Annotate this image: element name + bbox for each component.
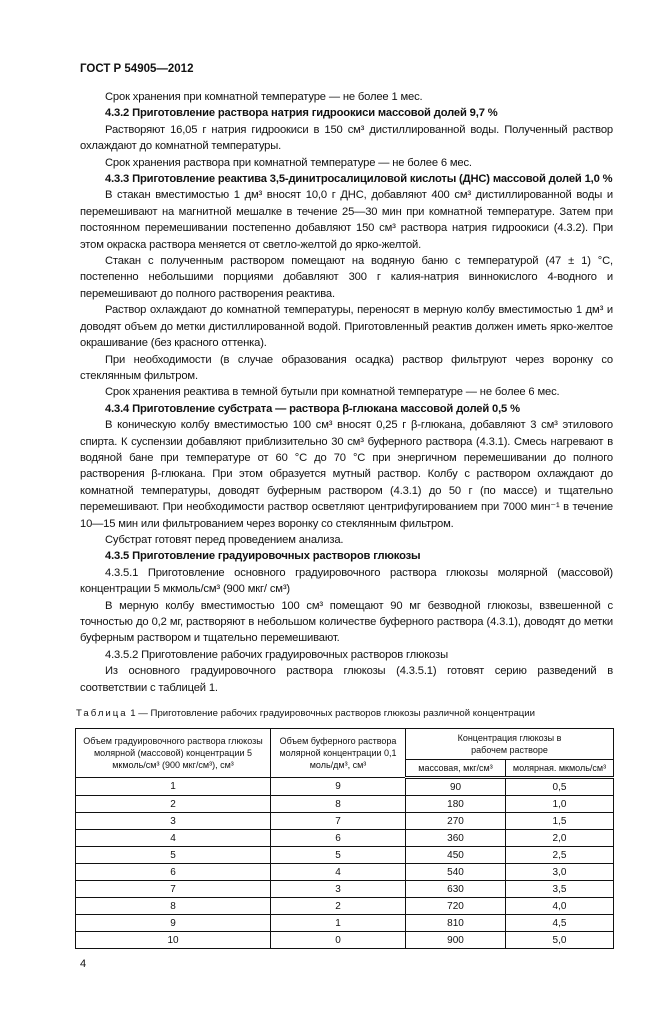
paragraph: 4.3.5.2 Приготовление рабочих градуировочных растворов глюкозы — [105, 648, 448, 661]
table-cell: 3,5 — [506, 881, 614, 898]
table-caption — [76, 708, 613, 720]
table-row — [76, 813, 614, 830]
table-cell: 1,5 — [506, 813, 614, 830]
page-number: 4 — [80, 958, 87, 971]
table-row — [76, 915, 614, 932]
table-row — [76, 932, 614, 949]
table-cell: 7 — [271, 813, 406, 830]
header-col3a: массовая, мкг/см³ — [406, 760, 506, 778]
paragraph: Стакан с полученным раствором помещают на водяную баню с температурой (47 ± 1) °С, постепенно небольшими порциями добавляют 300 г калия-натрия виннокислого 4-водного и перемешивают до полного растворения реактива. — [80, 255, 613, 300]
table-cell: 450 — [406, 847, 506, 864]
table-cell: 4,5 — [506, 915, 614, 932]
paragraph: Раствор охлаждают до комнатной температуры, переносят в мерную колбу вместимостью 1 дм³ и доводят объем до метки дистиллированной водой. Приготовленный реактив должен иметь ярко-желтое окрашивание (без красного оттенка). — [80, 304, 613, 350]
table-cell: 3 — [76, 813, 271, 830]
paragraph: Субстрат готовят перед проведением анализа. — [105, 533, 344, 546]
table-row — [76, 898, 614, 915]
table-cell: 4 — [271, 864, 406, 881]
header-col3: Концентрация глюкозы в рабочем растворе — [406, 729, 614, 760]
paragraph: В мерную колбу вместимостью 100 см³ помещают 90 мг безводной глюкозы, взвешенной с точностью до 0,2 мг, растворяют в небольшом количестве буферного раствора (4.3.1), доводят до метки буферным раствором и тщательно перемешивают. — [80, 599, 613, 645]
table-row — [76, 881, 614, 898]
section-heading: 4.3.2 Приготовление раствора натрия гидроокиси массовой долей 9,7 % — [105, 107, 498, 120]
table-cell: 7 — [76, 881, 271, 898]
table-cell: 0 — [271, 932, 406, 949]
header-col3b: молярная. мкмоль/см³ — [506, 760, 614, 778]
table-caption-text: 1 — Приготовление рабочих градуировочных растворов глюкозы различной концентрации — [127, 708, 536, 720]
header-col1: Объем градуировочного раствора глюкозы молярной (массовой) концентрации 5 мкмоль/см³ (900 мкг/см³), см³ — [76, 729, 271, 778]
table-cell: 2 — [76, 796, 271, 813]
table-cell: 5 — [271, 847, 406, 864]
table-cell: 0,5 — [506, 778, 614, 796]
document-header: ГОСТ Р 54905—2012 — [80, 63, 194, 75]
table-cell: 2,5 — [506, 847, 614, 864]
table-row — [76, 796, 614, 813]
table-cell: 360 — [406, 830, 506, 847]
table-cell: 10 — [76, 932, 271, 949]
table-cell: 3 — [271, 881, 406, 898]
paragraph: В стакан вместимостью 1 дм³ вносят 10,0 г ДНС, добавляют 400 см³ дистиллированной воды и перемешивают на магнитной мешалке в течение 25—30 мин при комнатной температуре. Затем при постоянном перемешивании постепенно добавляют 150 см³ раствора натрия гидроокиси (4.3.2). При этом окраска раствора меняется от светло-желтой до ярко-желтой. — [80, 189, 613, 251]
table-row — [76, 778, 614, 796]
table-row — [76, 847, 614, 864]
table-cell: 720 — [406, 898, 506, 915]
glucose-dilution-table — [75, 728, 614, 949]
table-cell: 8 — [76, 898, 271, 915]
paragraph: Из основного градуировочного раствора глюкозы (4.3.5.1) готовят серию разведений в соответствии с таблицей 1. — [80, 665, 613, 694]
table-cell: 630 — [406, 881, 506, 898]
table-cell: 2 — [271, 898, 406, 915]
document-body — [80, 89, 613, 696]
paragraph: В коническую колбу вместимостью 100 см³ вносят 0,25 г β-глюкана, добавляют 3 см³ этилового спирта. К суспензии добавляют приблизительно 30 см³ буферного раствора (4.3.1). Смесь нагревают в водяной бане при температуре от 60 °С до 70 °С при энергичном перемешивании до полного растворения β-глюкана. При этом образуется мутный раствор. Колбу с раствором охлаждают до комнатной температуры, доводят буферным раствором (4.3.1) до 50 г (по массе) и тщательно перемешивают. При необходимости раствор осветляют центрифугированием при 7000 мин⁻¹ в течение 10—15 мин или фильтрованием через воронку со стеклянным фильтром. — [80, 419, 613, 530]
paragraph: При необходимости (в случае образования осадка) раствор фильтруют через воронку со стеклянным фильтром. — [80, 353, 613, 382]
paragraph: Срок хранения раствора при комнатной температуре — не более 6 мес. — [105, 156, 472, 169]
paragraph: Срок хранения при комнатной температуре — не более 1 мес. — [105, 91, 423, 103]
section-heading: 4.3.4 Приготовление субстрата — раствора β-глюкана массовой долей 0,5 % — [105, 402, 520, 415]
header-col2: Объем буферного раствора молярной концентрации 0,1 моль/дм³, см³ — [271, 729, 406, 778]
table-row — [76, 864, 614, 881]
paragraph: 4.3.5.1 Приготовление основного градуировочного раствора глюкозы молярной (массовой) концентрации 5 мкмоль/см³ (900 мкг/ см³) — [80, 566, 613, 596]
table-cell: 270 — [406, 813, 506, 830]
table-cell: 8 — [271, 796, 406, 813]
paragraph: Срок хранения реактива в темной бутыли при комнатной температуре — не более 6 мес. — [105, 386, 560, 399]
table-cell: 1,0 — [506, 796, 614, 813]
table-cell: 90 — [406, 778, 506, 796]
table-cell: 810 — [406, 915, 506, 932]
table-cell: 1 — [76, 778, 271, 796]
table-caption-label: Таблица — [76, 708, 128, 720]
section-heading: 4.3.3 Приготовление реактива 3,5-динитросалициловой кислоты (ДНС) массовой долей 1,0 % — [105, 173, 613, 186]
table-cell: 9 — [271, 778, 406, 796]
table-cell: 4,0 — [506, 898, 614, 915]
table-cell: 2,0 — [506, 830, 614, 847]
table-row — [76, 830, 614, 847]
table-cell: 6 — [76, 864, 271, 881]
section-heading: 4.3.5 Приготовление градуировочных растворов глюкозы — [105, 550, 421, 563]
table-cell: 6 — [271, 830, 406, 847]
table-cell: 5 — [76, 847, 271, 864]
table-cell: 180 — [406, 796, 506, 813]
table-cell: 900 — [406, 932, 506, 949]
table-cell: 3,0 — [506, 864, 614, 881]
paragraph: Растворяют 16,05 г натрия гидроокиси в 150 см³ дистиллированной воды. Полученный раствор охлаждают до комнатной температуры. — [80, 123, 613, 153]
table-cell: 5,0 — [506, 932, 614, 949]
table-cell: 4 — [76, 830, 271, 847]
table-cell: 9 — [76, 915, 271, 932]
table-cell: 1 — [271, 915, 406, 932]
table-cell: 540 — [406, 864, 506, 881]
